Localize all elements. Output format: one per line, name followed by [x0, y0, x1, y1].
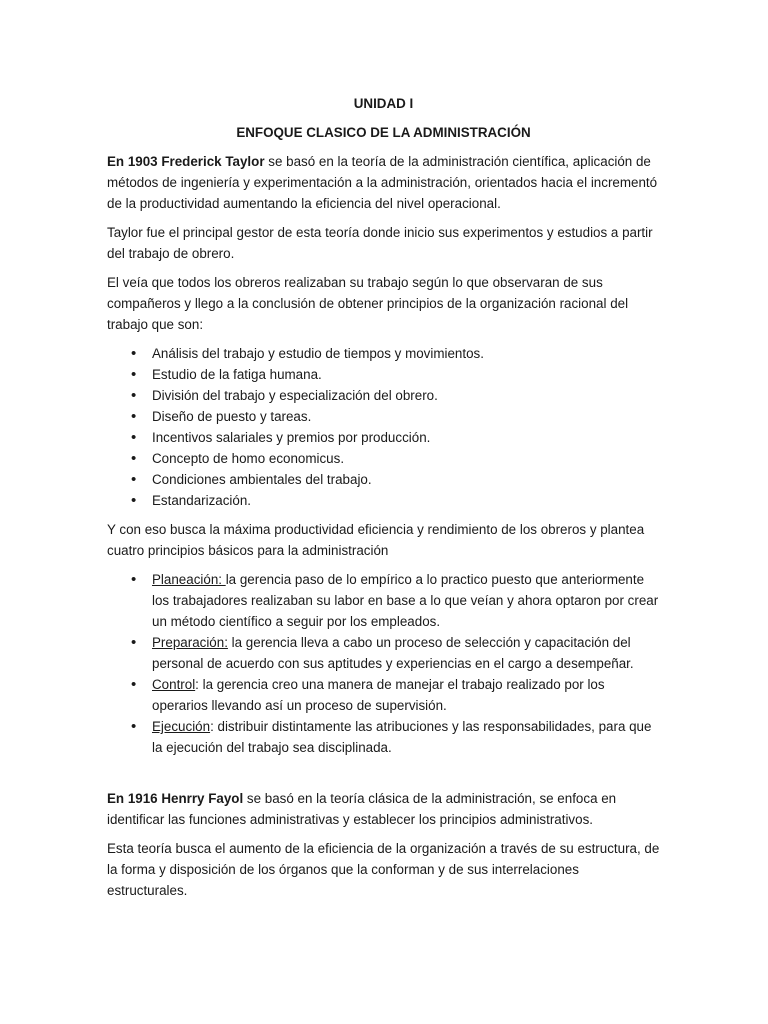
- spacer: [107, 766, 660, 788]
- principle-text: : distribuir distintamente las atribuciones y las responsabilidades, para que la ejecución del trabajo sea disciplinada.: [152, 719, 652, 755]
- basic-principles-list: [107, 569, 660, 758]
- principle-term: Control: [152, 677, 196, 692]
- structure-paragraph: Esta teoría busca el aumento de la eficiencia de la organización a través de su estructura, de la forma y disposición de los órganos que la conforman y de sus interrelaciones estructurales.: [107, 841, 660, 898]
- taylor-intro-text: se basó en la teoría de la administración científica, aplicación de métodos de ingeniería y experimentación a la administración, orientados hacia el incrementó de la productividad aumentando la eficiencia del nivel operacional.: [107, 154, 658, 211]
- observation-paragraph: El veía que todos los obreros realizaban su trabajo según lo que observaran de sus compañeros y llego a la conclusión de obtener principios de la organización racional del trabajo que son:: [107, 275, 629, 332]
- fayol-intro-paragraph: [107, 788, 660, 830]
- list-item: • Estandarización.: [152, 490, 660, 511]
- list-item: • Estudio de la fatiga humana.: [152, 364, 660, 385]
- list-item: • Condiciones ambientales del trabajo.: [152, 469, 660, 490]
- productivity-paragraph: Y con eso busca la máxima productividad eficiencia y rendimiento de los obreros y plantea cuatro principios básicos para la administración: [107, 522, 645, 558]
- list-item: • Diseño de puesto y tareas.: [152, 406, 660, 427]
- list-item: [152, 716, 660, 758]
- list-item: [152, 569, 660, 632]
- taylor-intro-bold: En 1903 Frederick Taylor: [107, 154, 265, 169]
- list-item: [152, 674, 660, 716]
- principle-text: la gerencia paso de lo empírico a lo practico puesto que anteriormente los trabajadores realizaban su labor en base a lo que veían y ahora optaron por crear un método científico a seguir por los empleados.: [152, 572, 659, 629]
- principle-text: la gerencia lleva a cabo un proceso de selección y capacitación del personal de acuerdo con sus aptitudes y experiencias en el cargo a desempeñar.: [152, 635, 634, 671]
- list-item: • División del trabajo y especialización del obrero.: [152, 385, 660, 406]
- principle-term: Planeación:: [152, 572, 226, 587]
- taylor-intro-paragraph: [107, 151, 660, 214]
- fayol-intro-text: se basó en la teoría clásica de la administración, se enfoca en identificar las funciones administrativas y establecer los principios administrativos.: [107, 791, 617, 827]
- taylor-paragraph: Taylor fue el principal gestor de esta teoría donde inicio sus experimentos y estudios a partir del trabajo de obrero.: [107, 225, 653, 261]
- list-item: • Incentivos salariales y premios por producción.: [152, 427, 660, 448]
- list-item: • Análisis del trabajo y estudio de tiempos y movimientos.: [152, 343, 660, 364]
- principles-list: [107, 343, 660, 511]
- list-item: • Concepto de homo economicus.: [152, 448, 660, 469]
- list-item: [152, 632, 660, 674]
- principle-term: Ejecución: [152, 719, 211, 734]
- principle-text: : la gerencia creo una manera de manejar el trabajo realizado por los operarios llevando así un proceso de supervisión.: [152, 677, 605, 713]
- fayol-intro-bold: En 1916 Henrry Fayol: [107, 791, 244, 806]
- unit-heading: UNIDAD I: [353, 96, 414, 111]
- section-heading: ENFOQUE CLASICO DE LA ADMINISTRACIÓN: [236, 125, 531, 140]
- principle-term: Preparación:: [152, 635, 228, 650]
